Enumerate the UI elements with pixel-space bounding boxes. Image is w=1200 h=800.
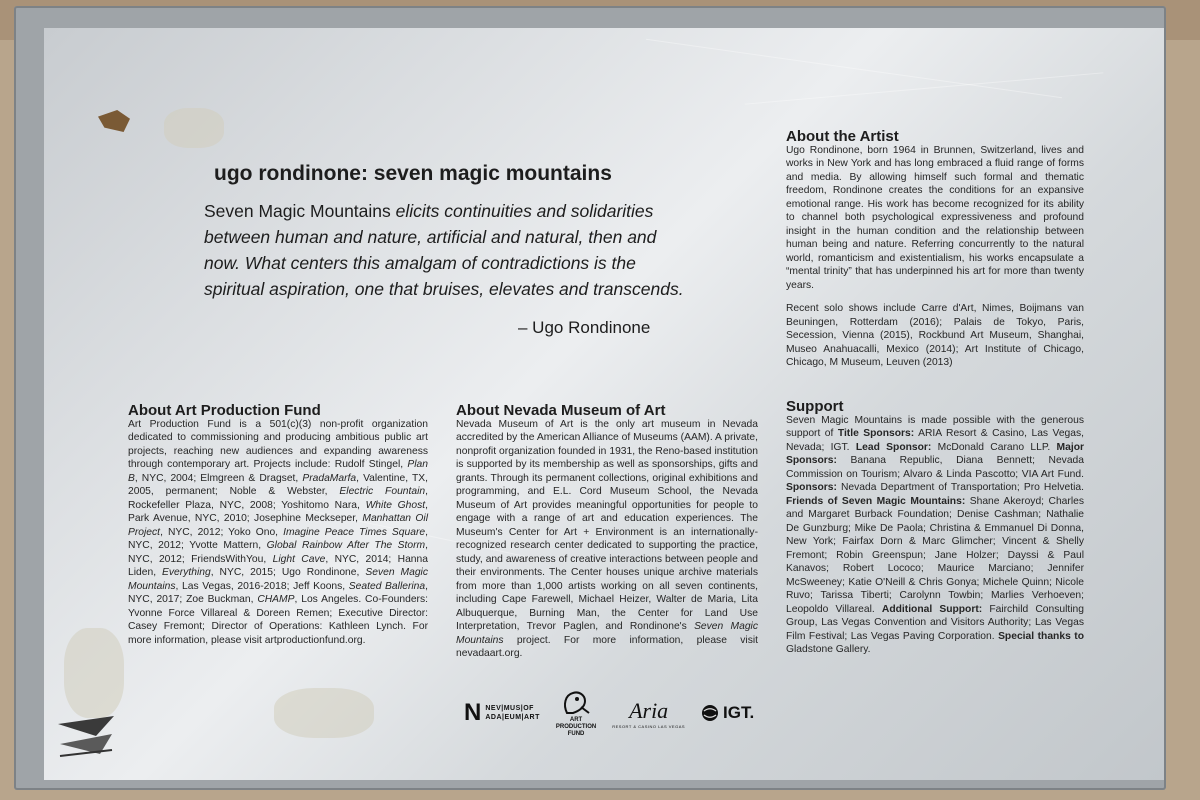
quote-lead: Seven Magic Mountains <box>204 201 396 221</box>
section-support <box>786 400 1084 667</box>
dog-emblem-icon <box>559 689 593 717</box>
section-body: Ugo Rondinone, born 1964 in Brunnen, Switzerland, lives and works in New York and has long embraced a fluid range of forms and media. By allowing himself such formal and thematic freedom, Rondinone creates the conditions for an expansive emotional range. His work has become recognized for its ability to channel both psychological expressiveness and profound insight in the human condition and the relationship between human being and nature. Referring concurrently to the natural world, romanticism and existentialism, his works encapsulate a “mental trinity” that has underpinned his art for more than twenty years. <box>786 144 1084 291</box>
section-body: Seven Magic Mountains is made possible with the generous support of Title Sponsors: ARIA Resort & Casino, Las Vegas, Nevada; IGT. Lead Sponsor: McDonald Carano LLP. Major Sponsors: Banana Republic, Diana Bennett; Nevada Commission on Tourism; Alvaro & Linda Pascotto; VIA Art Fund. Sponsors: Nevada Department of Transportation; Pro Helvetia. Friends of Seven Magic Mountains: Shane Akeroyd; Charles and Margaret Burback Foundation; Denise Cashman; Nathalie De Gunzburg; Mike De Paola; Christina & Emmanuel Di Donna, New York; Fairfax Dorn & Marc Glimcher; Vincent & Shelly Fremont; Robin Greenspun; Jane Holzer; Dayssi & Paul Kanavos; Robert Lococo; Maurice Marciano; Jennifer McSweeney; Katie O'Neill & Chris Gonya; Michele Quinn; Nicole Ruvo; Tarissa Tiberti; Carolynn Towbin; Marlies Verhoeven; Leopoldo Villareal. Additional Support: Fairchild Consulting Group, Las Vegas Convention and Visitors Authority; Las Vegas Film Festival; Las Vegas Paving Corporation. Special thanks to Gladstone Gallery. <box>786 414 1085 655</box>
section-body: Nevada Museum of Art is the only art museum in Nevada accredited by the American Alliance of Museums (AAM). A private, nonprofit organization founded in 1931, the Reno-based institution is supported by its membership as well as sponsorships, gifts and grants. Through its permanent collections, original exhibitions and programming, and E.L. Cord Museum School, the Nevada Museum of Art provides meaningful opportunities for people to engage with a range of art and education experiences. The Museum's Center for Art + Environment is an internationally-recognized research center dedicated to supporting the practice, study, and awareness of creative interactions between people and their environments. The Center houses unique archive materials from more than 1,000 artists working on all seven continents, including Cape Farewell, Michael Heizer, Walter de Maria, Lita Albuquerque, Burning Man, the Center for Land Use Interpretation, Trevor Paglen, and Rondinone's Seven Magic Mountains project. For more information, please visit nevadaart.org. <box>456 418 758 659</box>
corner-emblem-icon <box>56 714 116 760</box>
aria-logo: Aria RESORT & CASINO LAS VEGAS <box>612 697 686 729</box>
weather-stain <box>64 628 124 718</box>
section-heading: About Nevada Museum of Art <box>456 402 666 419</box>
section-body: Art Production Fund is a 501(c)(3) non-profit organization dedicated to commissioning and producing ambitious public art projects, reaching new audiences and expanding awareness through contemporary art. Projects include: Rudolf Stingel, Plan B, NYC, 2004; Elmgreen & Dragset, PradaMarfa, Valentine, TX, 2005, permanent; Noble & Webster, Electric Fountain, Rockefeller Plaza, NYC, 2008; Yoshitomo Nara, White Ghost, Park Avenue, NYC, 2010; Josephine Meckseper, Manhattan Oil Project, NYC, 2012; Yoko Ono, Imagine Peace Times Square, NYC, 2012; Yvotte Mattern, Global Rainbow After The Storm, NYC, 2012; FriendsWithYou, Light Cave, NYC, 2014; Hanna Liden, Everything, NYC, 2015; Ugo Rondinone, Seven Magic Mountains, Las Vegas, 2016-2018; Jeff Koons, Seated Ballerina, NYC, 2017; Zoe Buckman, CHAMP, Los Angeles. Co-Founders: Yvonne Force Villareal & Doreen Remen; Executive Director: Casey Fremont; Director of Operations: Kathleen Lynch. For more information, please visit artproductionfund.org. <box>128 418 428 646</box>
globe-icon <box>701 704 719 722</box>
page-title: ugo rondinone: seven magic mountains <box>214 162 612 185</box>
sponsor-logos <box>464 688 754 738</box>
weather-stain <box>274 688 374 738</box>
nevada-museum-logo: N NEV|MUS|OF ADA|EUM|ART <box>464 699 540 726</box>
section-nevada-museum <box>456 404 758 671</box>
section-heading: About the Artist <box>786 128 899 145</box>
quote-attribution: – Ugo Rondinone <box>518 318 651 337</box>
rust-spot <box>98 110 130 132</box>
quote-body: elicits continuities and solidarities between human and nature, artificial and natural, then and now. What centers this amalgam of contradictions is the spiritual aspiration, one that bruises, elevates and transcends. <box>204 201 684 299</box>
section-art-production-fund <box>128 404 428 657</box>
sign-plate <box>44 28 1164 780</box>
art-production-fund-logo: ART PRODUCTION FUND <box>556 689 596 738</box>
igt-logo: IGT. <box>701 703 754 723</box>
artist-quote <box>204 198 684 302</box>
sign-frame <box>14 6 1166 790</box>
weather-stain <box>164 108 224 148</box>
section-about-artist <box>786 130 1084 380</box>
section-body: Recent solo shows include Carre d'Art, Nimes, Boijmans van Beuningen, Rotterdam (2016); Palais de Tokyo, Paris, Secession, Vienna (2015), Rockbund Art Museum, Shanghai, Museo Anahuacalli, Mexico (2014); Art Institute of Chicago, Chicago, M Museum, Leuven (2013) <box>786 303 1084 368</box>
section-heading: Support <box>786 398 844 415</box>
section-heading: About Art Production Fund <box>128 402 321 419</box>
scratch <box>646 39 1062 98</box>
